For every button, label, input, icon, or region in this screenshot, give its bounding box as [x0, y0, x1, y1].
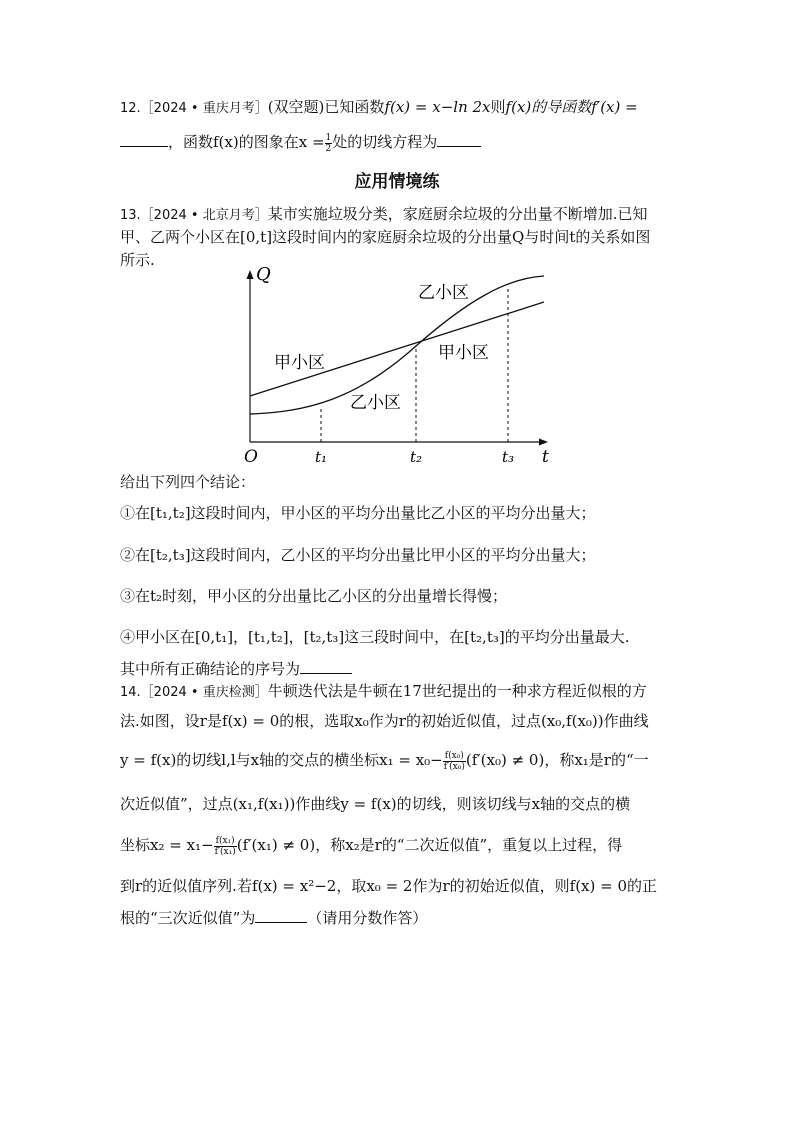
q12-number: 12.［2024 • 重庆月考］: [120, 101, 268, 116]
q12-function: f(x) = x−ln 2x: [384, 98, 491, 116]
q14-line5: [120, 835, 622, 857]
q13-conclusion-2: ②在[t₂,t₃]这段时间内，乙小区的平均分出量比甲小区的平均分出量大；: [120, 546, 596, 564]
jia-curve: [250, 302, 544, 396]
q13-text-1: 某市实施垃圾分类，家庭厨余垃圾的分出量不断增加.已知: [267, 205, 648, 223]
q14-line1: [120, 681, 647, 703]
q14-line7-a: 根的“三次近似值”为: [120, 909, 256, 927]
q13-conclusion-3: ③在t₂时刻，甲小区的分出量比乙小区的分出量增长得慢；: [120, 587, 508, 605]
q13-number: 13.［2024 • 北京月考］: [120, 208, 268, 223]
q14-line6: 到r的近似值序列.若f(x) = x²−2，取x₀ = 2作为r的初始近似值，则f(x) = 0的正: [120, 877, 657, 895]
q13-intro: 给出下列四个结论：: [120, 473, 256, 491]
q14-line7: [120, 908, 427, 928]
q12-line2: [120, 132, 481, 154]
q14-fraction-1: $\frac{\text{f(x₀)}}{\text{f′(x₀)}}$: [443, 750, 465, 772]
y-axis-label: Q: [256, 264, 271, 285]
q14-line5-a: 坐标x₂ = x₁−: [120, 836, 214, 854]
q14-line2: 法.如图，设r是f(x) = 0的根，选取x₀作为r的初始近似值，过点(x₀,f(x₀))作曲线: [120, 712, 649, 730]
tick-t3: t₃: [502, 448, 515, 466]
q14-line4: 次近似值”，过点(x₁,f(x₁))作曲线y = f(x)的切线，则该切线与x轴的交点的横: [120, 795, 631, 813]
x-axis-arrow: [539, 439, 548, 446]
q12-blank-1[interactable]: [120, 132, 168, 147]
q12-line2-end: 处的切线方程为: [332, 133, 438, 151]
q12-blank-2[interactable]: [437, 132, 481, 147]
q12-type: (双空题): [267, 98, 325, 116]
figure-graph: [236, 262, 566, 472]
q13-answer-prompt: 其中所有正确结论的序号为: [120, 660, 301, 678]
q14-line5-b: (f′(x₁) ≠ 0)，称x₂是r的“二次近似值”，重复以上过程，得: [236, 836, 623, 854]
x-axis-label: t: [542, 447, 549, 467]
q12-half-fraction: $\frac{1}{2}$: [325, 132, 332, 154]
q13-answer-line: [120, 659, 352, 679]
origin-label: O: [244, 447, 258, 467]
q12-then: 则: [490, 98, 506, 116]
q13-line2: 甲、乙两个小区在[0,t]这段时间内的家庭厨余垃圾的分出量Q与时间t的关系如图: [120, 228, 651, 246]
q13-conclusion-4: ④甲小区在[0,t₁]，[t₁,t₂]，[t₂,t₃]这三段时间中，在[t₂,t₃]的平均分出量最大.: [120, 628, 630, 646]
q14-text-1: 牛顿迭代法是牛顿在17世纪提出的一种求方程近似根的方: [267, 682, 647, 700]
q13-line1: [120, 204, 647, 226]
tick-t1: t₁: [315, 448, 328, 466]
label-jia-left: 甲小区: [274, 353, 325, 373]
q14-line3-a: y = f(x)的切线l,l与x轴的交点的横坐标x₁ = x₀−: [120, 751, 443, 769]
label-jia-right: 甲小区: [438, 343, 489, 363]
q12-intro: 已知函数: [324, 98, 385, 116]
section-title: 应用情境练: [354, 172, 440, 192]
q12-line2-text: ，函数f(x)的图象在x =: [168, 133, 325, 151]
q13-conclusion-1: ①在[t₁,t₂]这段时间内，甲小区的平均分出量比乙小区的平均分出量大；: [120, 504, 596, 522]
label-yi-lower: 乙小区: [350, 393, 401, 413]
q14-line3-b: (f′(x₀) ≠ 0)，称x₁是r的“一: [465, 751, 649, 769]
q12-derivative: f(x)的导函数f′(x) =: [505, 98, 638, 116]
q14-line3: [120, 750, 649, 772]
q13-answer-blank[interactable]: [300, 659, 352, 674]
q14-answer-blank[interactable]: [255, 908, 307, 923]
y-axis-arrow: [247, 270, 254, 279]
label-yi-upper: 乙小区: [418, 283, 469, 303]
q14-number: 14.［2024 • 重庆检测］: [120, 685, 268, 700]
q14-fraction-2: $\frac{\text{f(x₁)}}{\text{f′(x₁)}}$: [214, 835, 236, 857]
tick-t2: t₂: [410, 448, 423, 466]
q12-line1: [120, 97, 638, 119]
q14-line7-b: （请用分数作答）: [307, 909, 428, 927]
q13-line3: 所示.: [120, 251, 155, 269]
